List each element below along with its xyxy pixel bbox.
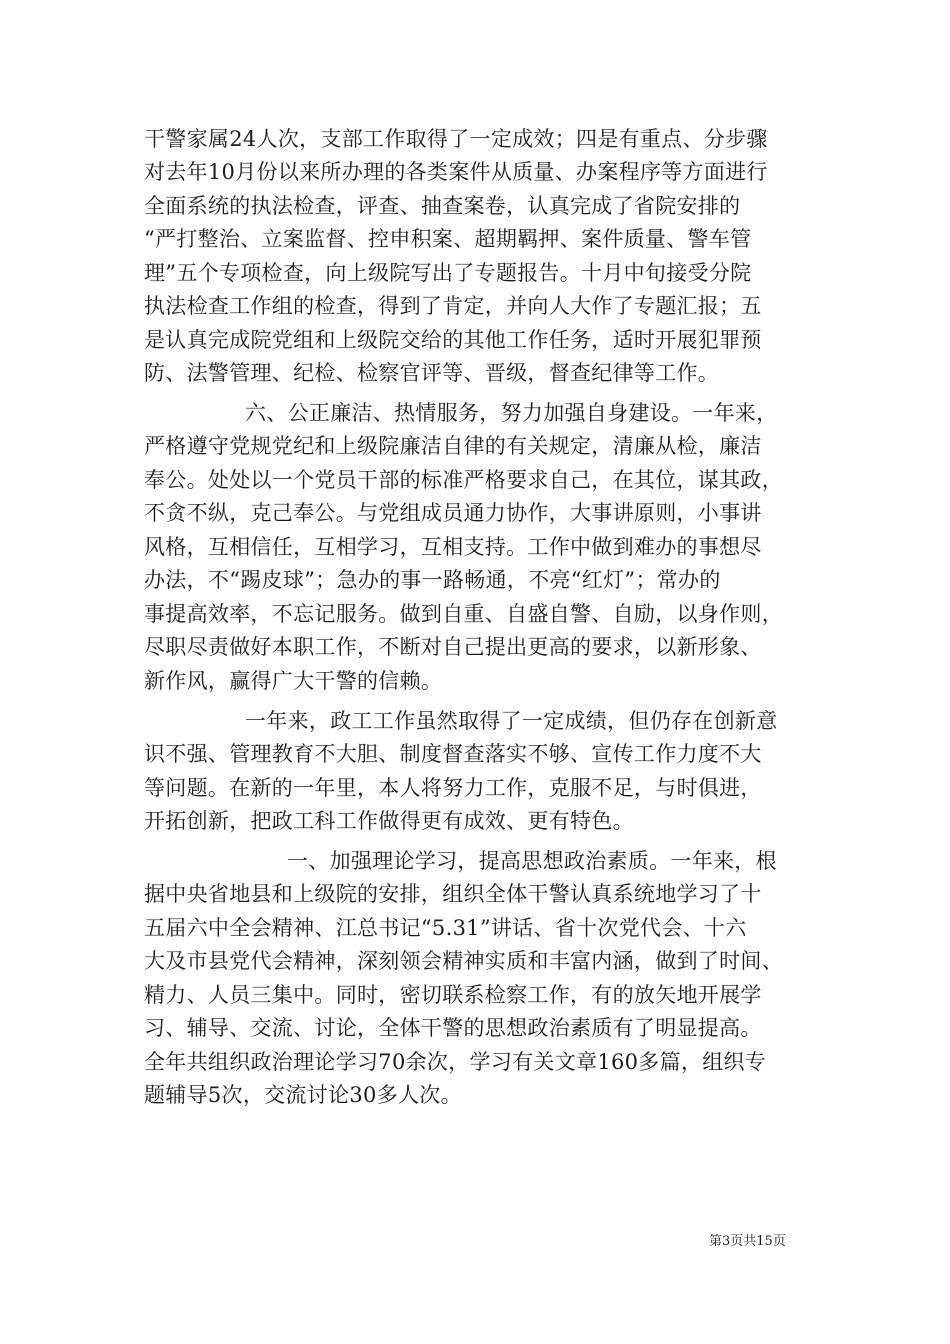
text-line: 等问题。在新的一年里，本人将努力工作，克服不足，与时俱进， bbox=[144, 776, 762, 800]
text-line: 新作风，赢得广大干警的信赖。 bbox=[144, 669, 443, 693]
section-heading-line: 六、公正廉洁、热情服务，努力加强自身建设。一年来， bbox=[245, 401, 778, 425]
text-line: 风格，互相信任，互相学习，互相支持。工作中做到难办的事想尽 bbox=[144, 535, 762, 559]
text-line: 办法，不“踢皮球”；急办的事一路畅通，不亮“红灯”；常办的 bbox=[144, 568, 721, 592]
text-line: “严打整治、立案监督、控申积案、超期羁押、案件质量、警车管 bbox=[144, 227, 752, 251]
text-line: 习、辅导、交流、讨论，全体干警的思想政治素质有了明显提高。 bbox=[144, 1016, 762, 1040]
text-line: 事提高效率，不忘记服务。做到自重、自盛自警、自励，以身作则， bbox=[144, 602, 783, 626]
text-line: 理”五个专项检查，向上级院写出了专题报告。十月中旬接受分院 bbox=[144, 261, 752, 285]
text-line: 大及市县党代会精神，深刻领会精神实质和丰富内涵，做到了时间、 bbox=[144, 949, 783, 973]
text-line: 全面系统的执法检查，评查、抽查案卷，认真完成了省院安排的 bbox=[144, 194, 741, 218]
text-line: 对去年10月份以来所办理的各类案件从质量、办案程序等方面进行 bbox=[144, 160, 768, 184]
text-line: 开拓创新，把政工科工作做得更有成效、更有特色。 bbox=[144, 809, 634, 833]
text-line: 尽职尽责做好本职工作，不断对自己提出更高的要求，以新形象、 bbox=[144, 635, 762, 659]
text-line: 五届六中全会精神、江总书记“5.31”讲话、省十次党代会、十六 bbox=[144, 916, 747, 940]
section-heading-line: 一、加强理论学习，提高思想政治素质。一年来，根 bbox=[287, 849, 777, 873]
text-line: 防、法警管理、纪检、检察官评等、晋级，督查纪律等工作。 bbox=[144, 361, 720, 385]
text-line: 干警家属24人次，支部工作取得了一定成效；四是有重点、分步骤 bbox=[144, 127, 768, 151]
text-line: 识不强、管理教育不大胆、制度督查落实不够、宣传工作力度不大 bbox=[144, 742, 762, 766]
text-line: 精力、人员三集中。同时，密切联系检察工作，有的放矢地开展学 bbox=[144, 983, 762, 1007]
text-line: 执法检查工作组的检查，得到了肯定，并向人大作了专题汇报；五 bbox=[144, 294, 762, 318]
text-line: 不贪不纵，克己奉公。与党组成员通力协作，大事讲原则，小事讲 bbox=[144, 501, 762, 525]
paragraph-start-line: 一年来，政工工作虽然取得了一定成绩，但仍存在创新意 bbox=[245, 709, 778, 733]
text-line: 题辅导5次，交流讨论30多人次。 bbox=[144, 1083, 462, 1107]
text-line: 全年共组织政治理论学习70余次，学习有关文章160多篇，组织专 bbox=[144, 1050, 767, 1074]
text-line: 是认真完成院党组和上级院交给的其他工作任务，适时开展犯罪预 bbox=[144, 328, 762, 352]
page-number: 第3页共15页 bbox=[709, 1234, 786, 1249]
text-line: 奉公。处处以一个党员干部的标准严格要求自己，在其位，谋其政， bbox=[144, 468, 783, 492]
text-line: 严格遵守党规党纪和上级院廉洁自律的有关规定，清廉从检，廉洁 bbox=[144, 434, 762, 458]
text-line: 据中央省地县和上级院的安排，组织全体干警认真系统地学习了十 bbox=[144, 882, 762, 906]
